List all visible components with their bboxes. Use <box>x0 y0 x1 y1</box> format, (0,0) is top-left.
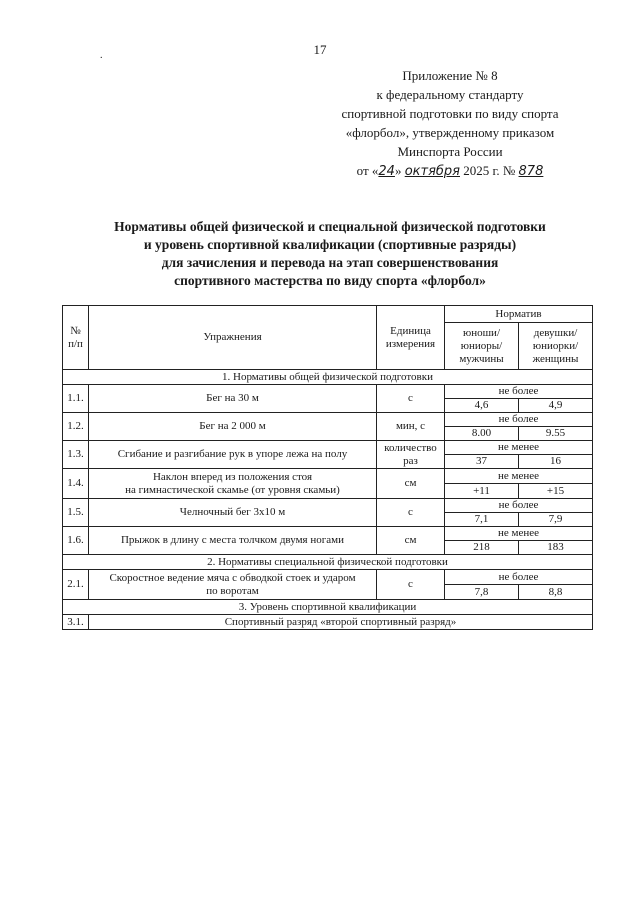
date-day: 24 <box>378 164 395 179</box>
row-value-male: 7,8 <box>445 585 519 600</box>
header-unit: Единица измерения <box>377 306 445 370</box>
row-value-female: 8,8 <box>519 585 593 600</box>
row-unit: см <box>377 527 445 555</box>
row-condition: не менее <box>445 527 593 541</box>
date-prefix: от « <box>356 163 379 178</box>
appendix-line-1: Приложение № 8 <box>402 68 498 83</box>
row-num: 1.3. <box>63 441 89 469</box>
row-unit: с <box>377 570 445 600</box>
appendix-line-5: Минспорта России <box>397 144 503 159</box>
row-value-male: 8.00 <box>445 427 519 441</box>
row-value-male: 4,6 <box>445 399 519 413</box>
row-condition: не более <box>445 570 593 585</box>
section-2-heading: 2. Нормативы специальной физической подготовки <box>63 555 593 570</box>
row-num: 1.2. <box>63 413 89 441</box>
date-month: октября <box>404 164 460 179</box>
row-exercise: Наклон вперед из положения стоя на гимнастической скамье (от уровня скамьи) <box>89 469 377 499</box>
section-1-heading: 1. Нормативы общей физической подготовки <box>63 370 593 385</box>
qualification-text: Спортивный разряд «второй спортивный разряд» <box>89 615 593 630</box>
row-condition: не менее <box>445 441 593 455</box>
row-condition: не более <box>445 499 593 513</box>
row-condition: не более <box>445 385 593 399</box>
header-exercise: Упражнения <box>89 306 377 370</box>
title-line-2: и уровень спортивной квалификации (спортивные разряды) <box>143 237 517 252</box>
row-exercise: Бег на 2 000 м <box>89 413 377 441</box>
row-unit: количество раз <box>377 441 445 469</box>
title-line-1: Нормативы общей физической и специальной физической подготовки <box>114 219 546 234</box>
row-num: 1.6. <box>63 527 89 555</box>
header-norm: Норматив <box>445 306 593 323</box>
norms-table <box>62 305 593 630</box>
row-condition: не менее <box>445 469 593 484</box>
row-num: 1.4. <box>63 469 89 499</box>
row-value-female: 4,9 <box>519 399 593 413</box>
row-unit: с <box>377 499 445 527</box>
row-value-female: 16 <box>519 455 593 469</box>
document-title <box>60 218 600 290</box>
appendix-line-4: «флорбол», утвержденному приказом <box>345 125 555 140</box>
date-year: 2025 г. № <box>463 163 516 178</box>
row-num: 2.1. <box>63 570 89 600</box>
appendix-line-3: спортивной подготовки по виду спорта <box>341 106 559 121</box>
row-value-female: 9.55 <box>519 427 593 441</box>
header-male: юноши/ юниоры/ мужчины <box>445 323 519 370</box>
appendix-line-2: к федеральному стандарту <box>376 87 524 102</box>
row-unit: см <box>377 469 445 499</box>
row-value-male: 37 <box>445 455 519 469</box>
row-value-female: +15 <box>519 484 593 499</box>
row-exercise: Челночный бег 3х10 м <box>89 499 377 527</box>
row-unit: мин, с <box>377 413 445 441</box>
row-exercise: Бег на 30 м <box>89 385 377 413</box>
title-line-3: для зачисления и перевода на этап совершенствования <box>161 255 499 270</box>
order-number: 878 <box>518 164 544 179</box>
title-line-4: спортивного мастерства по виду спорта «флорбол» <box>174 273 486 288</box>
row-value-female: 183 <box>519 541 593 555</box>
row-value-female: 7,9 <box>519 513 593 527</box>
appendix-date-line <box>300 161 600 181</box>
row-condition: не более <box>445 413 593 427</box>
row-num: 1.1. <box>63 385 89 413</box>
row-value-male: 7,1 <box>445 513 519 527</box>
scan-dot: . <box>100 50 103 61</box>
section-3-heading: 3. Уровень спортивной квалификации <box>63 600 593 615</box>
row-value-male: 218 <box>445 541 519 555</box>
date-mid: » <box>394 163 402 178</box>
row-exercise: Скоростное ведение мяча с обводкой стоек и ударом по воротам <box>89 570 377 600</box>
header-num: № п/п <box>63 306 89 370</box>
row-exercise: Прыжок в длину с места толчком двумя ногами <box>89 527 377 555</box>
row-exercise: Сгибание и разгибание рук в упоре лежа на полу <box>89 441 377 469</box>
row-num: 1.5. <box>63 499 89 527</box>
page-number: 17 <box>313 42 327 57</box>
appendix-block <box>300 66 600 181</box>
row-num: 3.1. <box>63 615 89 630</box>
row-value-male: +11 <box>445 484 519 499</box>
row-unit: с <box>377 385 445 413</box>
header-female: девушки/ юниорки/ женщины <box>519 323 593 370</box>
